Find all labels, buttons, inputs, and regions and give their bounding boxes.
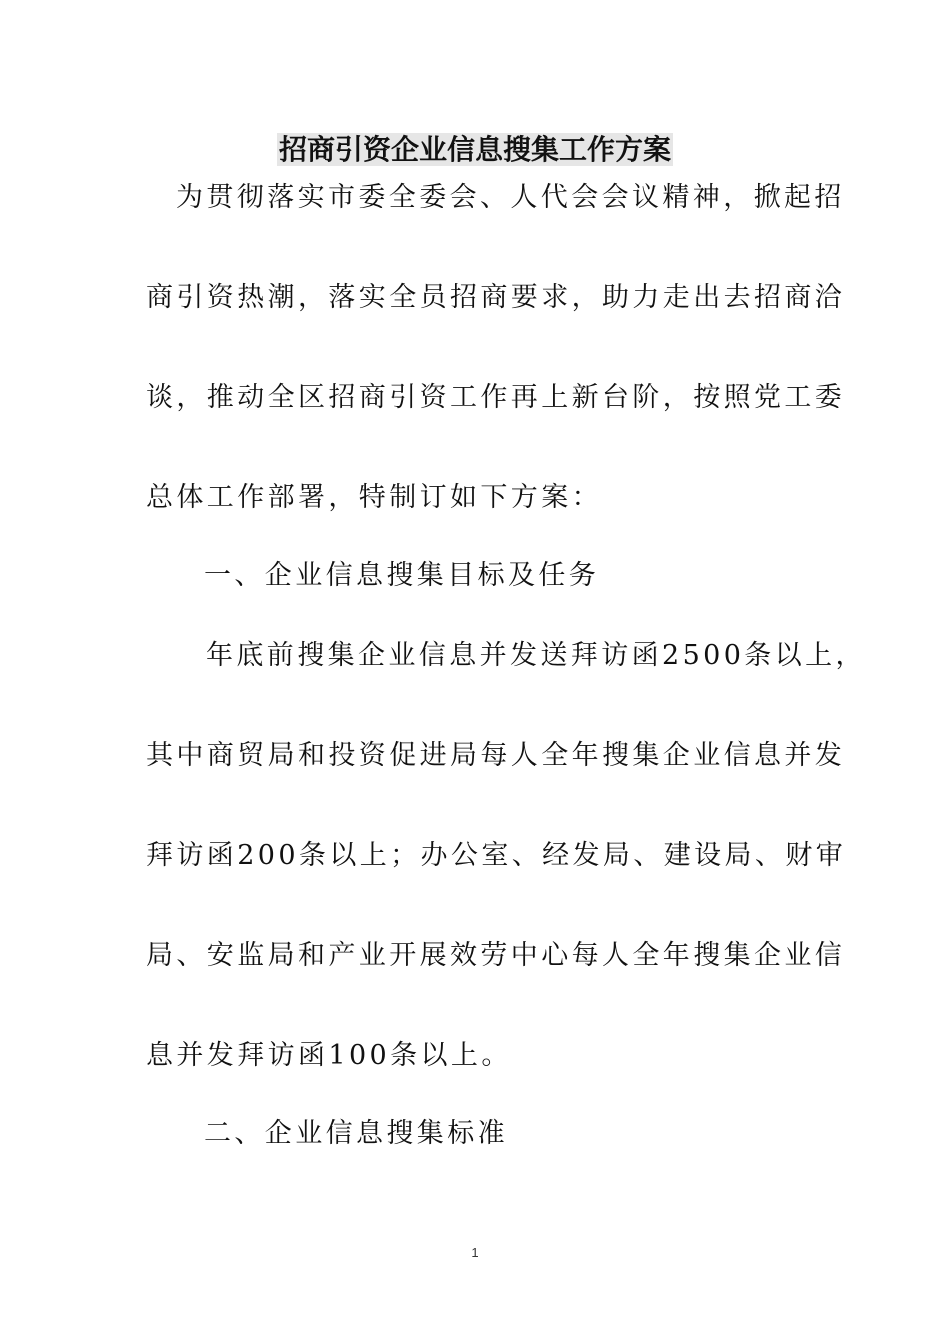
paragraph-line: 总体工作部署，特制订如下方案： <box>146 482 602 513</box>
paragraph-line: 年底前搜集企业信息并发送拜访函2500条以上， <box>206 640 866 671</box>
paragraph-line: 其中商贸局和投资促进局每人全年搜集企业信息并发 <box>146 740 846 771</box>
paragraph-line: 商引资热潮，落实全员招商要求，助力走出去招商洽 <box>146 282 846 313</box>
document-title-text: 招商引资企业信息搜集工作方案 <box>278 133 671 166</box>
paragraph-line: 局、安监局和产业开展效劳中心每人全年搜集企业信 <box>146 940 846 971</box>
paragraph-line: 拜访函200条以上；办公室、经发局、建设局、财审 <box>146 840 847 871</box>
document-title <box>0 128 950 172</box>
section-heading-2: 二、企业信息搜集标准 <box>204 1118 508 1149</box>
page-number: 1 <box>471 1245 479 1260</box>
paragraph-line: 谈，推动全区招商引资工作再上新台阶，按照党工委 <box>146 382 846 413</box>
paragraph-line: 息并发拜访函100条以上。 <box>146 1040 512 1071</box>
paragraph-line: 为贯彻落实市委全委会、人代会会议精神，掀起招 <box>176 182 845 213</box>
section-heading-1: 一、企业信息搜集目标及任务 <box>204 560 600 591</box>
